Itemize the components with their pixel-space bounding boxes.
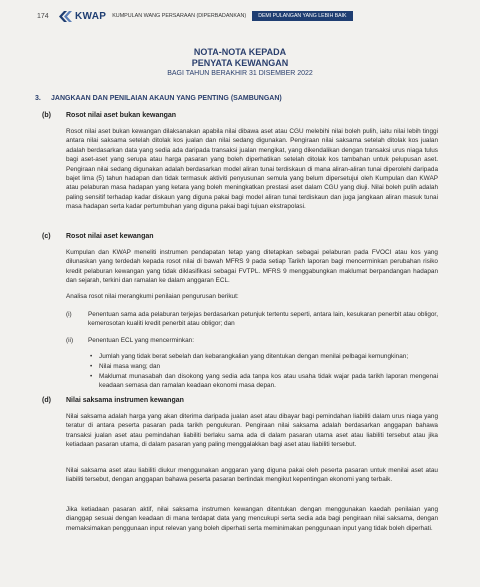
subsection-b-heading xyxy=(42,112,176,119)
subsection-c-paragraph-2: Analisa rosot nilai merangkumi penilaian pengurusan berikut: xyxy=(66,293,239,300)
subsection-b-label: (b) xyxy=(42,112,51,119)
page-number: 174 xyxy=(37,12,49,20)
section-number: 3. xyxy=(35,95,41,102)
list-item-i xyxy=(66,310,438,329)
subsection-d-label: (d) xyxy=(42,397,51,404)
bullet-dot: • xyxy=(90,353,93,360)
title-period: BAGI TAHUN BERAKHIR 31 DISEMBER 2022 xyxy=(167,70,313,77)
tagline-badge: DEMI PULANGAN YANG LEBIH BAIK xyxy=(252,11,352,21)
title-line-2: PENYATA KEWANGAN xyxy=(191,58,289,68)
subsection-c-paragraph-1: Kumpulan dan KWAP meneliti instrumen pendapatan tetap yang ditetapkan sebagai pelaburan pada FVOCI atau kos yang dilunaskan yang terdedah kepada rosot nilai di bawah MFRS 9 pada setiap Tarikh laporan bagi mencerminkan perubahan risiko kredit pelaburan kewangan yang tidak diklasifikasi sebagai FVTPL. MFRS 9 menggabungkan maklumat berpandangan hadapan dan sejarah, terkini dan ramalan ke dalam anggaran ECL. xyxy=(66,249,438,285)
subsection-d-paragraph-3: Jika ketiadaan pasaran aktif, nilai saksama instrumen kewangan ditentukan dengan menggunakan kaedah penilaian yang dianggap sesuai dengan keadaan di mana terdapat data yang mencukupi serta sedia ada bagi pengiraan nilai saksama, dengan memaksimakan penggunaan input relevan yang boleh diperhati serta meminimakan penggunaan input yang tidak boleh diperhati. xyxy=(66,506,438,532)
subsection-c-title: Rosot nilai aset kewangan xyxy=(66,233,154,240)
subsection-d-paragraph-2: Nilai saksama aset atau liabiliti diukur menggunakan anggaran yang diguna pakai oleh peserta pasaran untuk menilai aset atau liabiliti tersebut, dengan anggapan bahawa peserta pasaran bertindak mengikut kepentingan ekonomi yang terbaik. xyxy=(66,467,438,484)
logo-text: KWAP xyxy=(75,10,107,22)
bullet-text-3: Maklumat munasabah dan disokong yang sedia ada tanpa kos atau usaha tidak wajar pada tarikh laporan mengenai keadaan semasa dan ramalan keadaan ekonomi masa depan. xyxy=(99,373,438,390)
subsection-d-title: Nilai saksama instrumen kewangan xyxy=(66,397,184,404)
list-text-i: Penentuan sama ada pelaburan terjejas berdasarkan petunjuk tertentu seperti, antara lain, kesukaran penerbit atau obligor, kemerosotan kualiti kredit penerbit atau obligor; dan xyxy=(88,311,438,328)
bullet-item xyxy=(90,372,438,391)
list-item-ii xyxy=(66,336,438,345)
list-marker-ii: (ii) xyxy=(66,337,74,344)
subsection-b-paragraph: Rosot nilai aset bukan kewangan dilaksanakan apabila nilai dibawa aset atau CGU melebihi nilai boleh pulih, iaitu nilai lebih tinggi antara nilai saksama setelah ditolak kos jualan dan nilai sedang digunakan. Pengiraan nilai saksama setelah ditolak kos jualan adalah berdasarkan data yang sedia ada daripada transaksi jualan mengikat, yang dikendalikan dengan transaksi urus niaga tulus bagi aset-aset yang serupa atau harga pasaran yang boleh diperhatikan setelah ditolak kos tambahan untuk pelupusan aset. Pengiraan nilai sedang digunakan adalah berdasarkan model aliran tunai terdiskaun di mana aliran-aliran tunai diperolehi daripada bajet lima (5) tahun hadapan dan tidak termasuk aktiviti penyusunan semula yang belum dipersetujui oleh Kumpulan dan KWAP atau pelaburan masa hadapan yang ketara yang boleh meningkatkan prestasi aset dalam CGU yang diuji. Nilai boleh pulih adalah paling sensitif terhadap kadar diskaun yang diguna pakai bagi model aliran tunai terdiskaun dan juga jangkaan aliran masuk tunai masa hadapan serta kadar pertumbuhan yang diguna pakai bagi tujuan ekstrapolasi. xyxy=(66,128,438,211)
subsection-c-heading xyxy=(42,233,154,240)
page-header xyxy=(37,8,460,24)
bullet-dot: • xyxy=(90,363,93,370)
organization-name: KUMPULAN WANG PERSARAAN (DIPERBADANKAN) xyxy=(112,13,247,19)
bullet-text-2: Nilai masa wang; dan xyxy=(99,363,161,370)
list-marker-i: (i) xyxy=(66,311,72,318)
subsection-c-label: (c) xyxy=(42,233,51,240)
kwap-logo-icon xyxy=(59,11,72,22)
subsection-d-paragraph-1: Nilai saksama adalah harga yang akan diterima daripada jualan aset atau dibayar bagi pemindahan liabiliti dalam urus niaga yang teratur di antara peserta pasaran pada tarikh pengukuran. Pengiraan nilai saksama adalah berdasarkan anggapan bahawa transaksi jualan aset atau pemindahan liabiliti berlaku sama ada di dalam pasaran utama aset atau liabiliti tersebut atau jika ketiadaan pasaran utama, di dalam pasaran yang paling menggalakkan bagi aset atau liabiliti tersebut. xyxy=(66,413,438,449)
bullet-text-1: Jumlah yang tidak berat sebelah dan kebarangkalian yang ditentukan dengan menilai pelbagai kemungkinan; xyxy=(99,353,409,360)
subsection-d-heading xyxy=(42,397,184,404)
subsection-b-title: Rosot nilai aset bukan kewangan xyxy=(66,112,177,119)
section-title: JANGKAAN DAN PENILAIAN AKAUN YANG PENTING (SAMBUNGAN) xyxy=(51,95,282,102)
bullet-item xyxy=(90,352,438,361)
bullet-item xyxy=(90,362,438,371)
title-line-1: NOTA-NOTA KEPADA xyxy=(193,47,287,57)
list-text-ii: Penentuan ECL yang mencerminkan: xyxy=(88,337,194,344)
bullet-dot: • xyxy=(90,373,93,380)
kwap-logo xyxy=(59,11,106,22)
section-heading xyxy=(35,95,282,102)
statement-title xyxy=(0,47,480,79)
